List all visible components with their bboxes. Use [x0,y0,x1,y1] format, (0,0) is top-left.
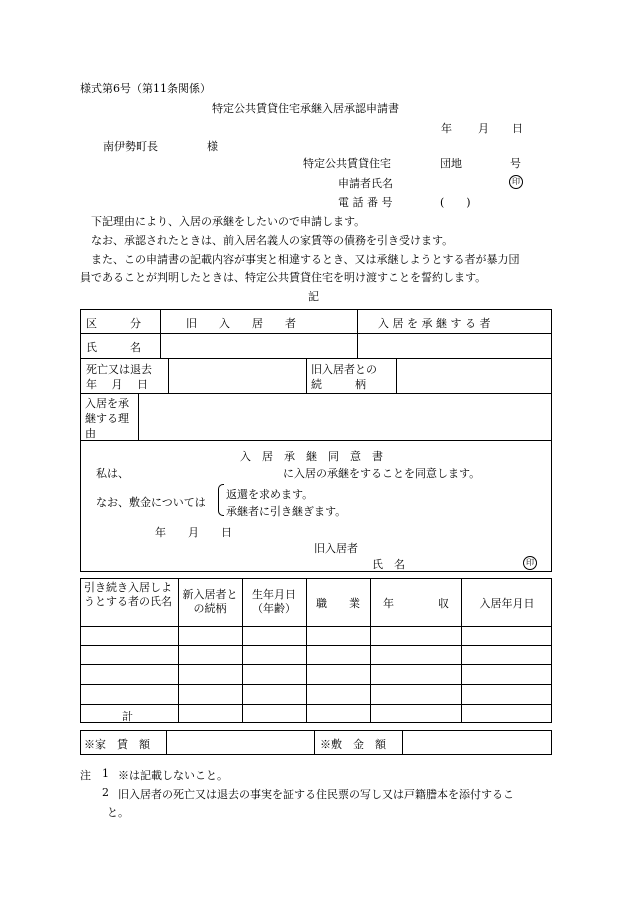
body-paragraph-1: 下記理由により、入居の承継をしたいので申請します。 [91,215,366,228]
death-date-label-2: 年 月 日 [86,378,148,391]
ki-heading: 記 [308,290,319,303]
consent-date: 年 月 日 [155,526,232,539]
former-resident-label: 旧入居者 [314,542,358,555]
note-2a: 旧入居者の死亡又は退去の事実を証する住民票の写し又は戸籍謄本を添付するこ [118,788,514,801]
household-move-in-header: 入居年月日 [479,597,535,610]
household-relation-header: 新入居者との続柄 [182,588,238,615]
consent-text: に入居の承継をすることを同意します。 [283,467,481,480]
phone-label: 電 話 番 号 [338,196,393,209]
household-income-header: 年 収 [383,597,449,610]
body-paragraph-2: なお、承認されたときは、前入居名義人の家賃等の債務を引き受けます。 [91,234,454,247]
date-month: 月 [478,122,489,135]
relation-label-1: 旧入居者との [311,363,377,376]
body-paragraph-3b: 員であることが判明したときは、特定公共賃貸住宅を明け渡すことを誓約します。 [80,271,487,284]
household-name-header: 引き続き入居しようとする者の氏名 [84,581,172,608]
addressee: 南伊勢町長 [103,140,158,153]
date-day: 日 [512,122,523,135]
household-total-label: 計 [122,710,133,723]
notes-label: 注 [80,769,91,782]
seal-icon: 印 [509,174,523,189]
death-date-label-1: 死亡又は退去 [86,363,152,376]
kubun-header: 区 分 [86,317,141,330]
successor-header: 入 居 を 承 継 す る 者 [378,317,491,330]
relation-label-2: 続 柄 [311,378,366,391]
applicant-name-label: 申請者氏名 [338,177,393,190]
household-birthdate-header: 生年月日（年齢） [252,588,296,615]
deposit-option-transfer: 承継者に引き継ぎます。 [226,505,347,518]
rent-label: ※家 賃 額 [84,738,150,751]
note-2b: と。 [107,806,129,819]
note-1-number: 1 [102,767,109,780]
former-resident-header: 旧 入 居 者 [186,317,296,330]
deposit-option-return: 返還を求めます。 [226,488,314,501]
honorific: 様 [207,140,218,153]
rent-deposit-table [80,730,552,755]
name-row-label: 氏 名 [86,341,141,354]
unit-label: 号 [510,157,521,170]
consent-name-label: 氏 名 [372,558,405,571]
phone-paren: ( ) [440,196,471,209]
consent-title: 入 居 承 継 同 意 書 [240,450,383,463]
seal-icon: 印 [523,555,537,570]
consent-watashi: 私は、 [96,467,129,480]
deposit-lead: なお、敷金については [96,496,206,509]
note-1: ※は記載しないこと。 [118,769,228,782]
brace-icon [218,484,224,516]
deposit-label: ※敷 金 額 [320,738,386,751]
body-paragraph-3a: また、この申請書の記載内容が事実と相違するとき、又は承継しようとする者が暴力団 [91,253,520,266]
reason-label: 入居を承継する理由 [85,397,129,440]
note-2-number: 2 [102,786,109,799]
date-year: 年 [441,122,452,135]
housing-label: 特定公共賃貸住宅 [303,157,391,170]
danchi-label: 団地 [440,157,462,170]
form-number: 様式第6号（第11条関係） [80,82,211,95]
form-title: 特定公共賃貸住宅承継入居承認申請書 [212,102,399,115]
household-occupation-header: 職 業 [316,597,360,610]
